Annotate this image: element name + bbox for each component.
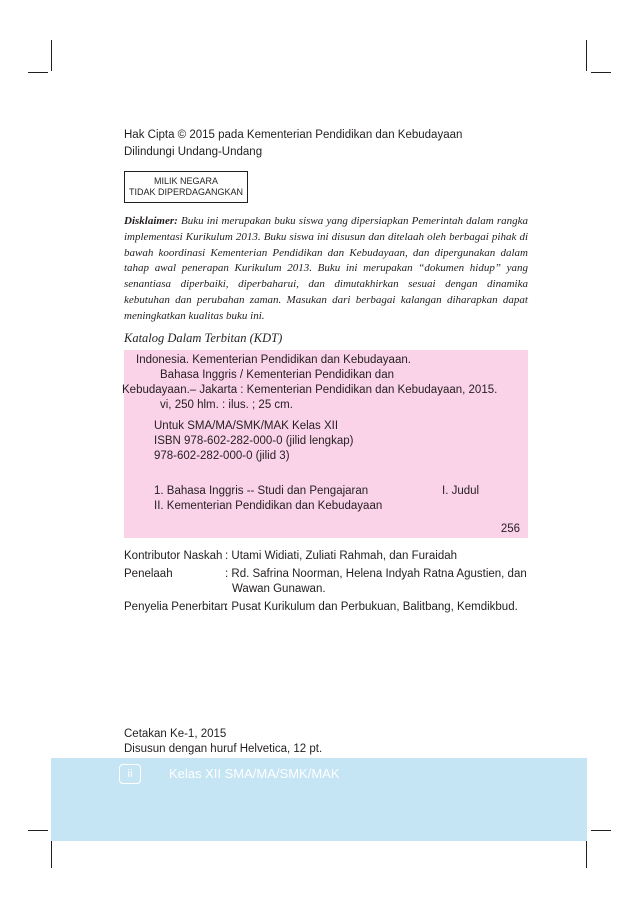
crop-mark-bottom-right-v xyxy=(586,837,587,868)
kdt-catalog-box xyxy=(124,350,528,538)
contributor-value: : Utami Widiati, Zuliati Rahmah, dan Furaidah xyxy=(225,550,458,562)
kdt-line-1: Indonesia. Kementerian Pendidikan dan Kebudayaan. xyxy=(136,354,411,366)
state-property-stamp xyxy=(124,171,248,203)
crop-mark-bottom-left-v xyxy=(51,837,52,868)
copyright-line: Hak Cipta © 2015 pada Kementerian Pendidikan dan Kebudayaan xyxy=(124,129,463,141)
kdt-subject-1: 1. Bahasa Inggris -- Studi dan Pengajaran xyxy=(154,485,369,497)
credits-block xyxy=(124,544,528,624)
crop-mark-bottom-left-h xyxy=(28,830,48,831)
crop-mark-top-left-v xyxy=(51,40,52,71)
stamp-line-2: TIDAK DIPERDAGANGKAN xyxy=(128,187,244,197)
footer-title: Kelas XII SMA/MA/SMK/MAK xyxy=(169,766,340,781)
disclaimer-text: Buku ini merupakan buku siswa yang dipersiapkan Pemerintah dalam rangka implementasi Kurikulum 2013. Buku siswa ini disusun dan ditelaah oleh berbagai pihak di bawah koordinasi Kementerian Pendidikan dan Kebudayaan, dan dipergunakan dalam tahap awal penerapan Kurikulum 2013. Buku ini merupakan “dokumen hidup” yang senantiasa diperbaiki, diperbaharui, dan dimutakhirkan sesuai dengan dinamika kebutuhan dan perubahan zaman. Masukan dari berbagai kalangan diharapkan dapat meningkatkan kualitas buku ini. xyxy=(124,215,528,322)
font-note-line: Disusun dengan huruf Helvetica, 12 pt. xyxy=(124,743,323,755)
disclaimer-paragraph xyxy=(124,214,528,325)
crop-mark-top-left-h xyxy=(28,72,48,73)
page-number-badge: ii xyxy=(119,764,141,784)
supervisor-value: : Pusat Kurikulum dan Perbukuan, Balitbang, Kemdikbud. xyxy=(225,601,518,613)
crop-mark-top-right-h xyxy=(591,72,611,73)
crop-mark-top-right-v xyxy=(586,40,587,71)
reviewer-label: Penelaah xyxy=(124,568,173,580)
kdt-line-3: Kebudayaan.– Jakarta : Kementerian Pendidikan dan Kebudayaan, 2015. xyxy=(122,384,498,396)
copyright-block xyxy=(124,127,462,161)
crop-mark-bottom-right-h xyxy=(591,830,611,831)
protected-by-law-line: Dilindungi Undang-Undang xyxy=(124,146,263,158)
disclaimer-label: Disklaimer: xyxy=(124,215,178,227)
kdt-line-4: vi, 250 hlm. : ilus. ; 25 cm. xyxy=(160,399,293,411)
kdt-subject-2: II. Kementerian Pendidikan dan Kebudayaan xyxy=(154,500,383,512)
kdt-subject-1-right: I. Judul xyxy=(442,485,480,497)
kdt-class-number: 256 xyxy=(500,523,520,535)
edition-line: Cetakan Ke-1, 2015 xyxy=(124,728,227,740)
kdt-isbn-line: ISBN 978-602-282-000-0 (jilid lengkap) xyxy=(154,435,354,447)
kdt-heading: Katalog Dalam Terbitan (KDT) xyxy=(124,331,283,345)
printing-info xyxy=(124,727,322,757)
kdt-line-5: Untuk SMA/MA/SMK/MAK Kelas XII xyxy=(154,420,339,432)
stamp-line-1: MILIK NEGARA xyxy=(153,176,218,186)
reviewer-value-2: Wawan Gunawan. xyxy=(232,583,326,595)
kdt-isbn-volume-line: 978-602-282-000-0 (jilid 3) xyxy=(154,450,290,462)
contributor-label: Kontributor Naskah xyxy=(124,550,223,562)
reviewer-value-1: : Rd. Safrina Noorman, Helena Indyah Ratna Agustien, dan xyxy=(225,568,527,580)
kdt-line-2: Bahasa Inggris / Kementerian Pendidikan dan xyxy=(160,369,394,381)
supervisor-label: Penyelia Penerbitan xyxy=(124,601,227,613)
